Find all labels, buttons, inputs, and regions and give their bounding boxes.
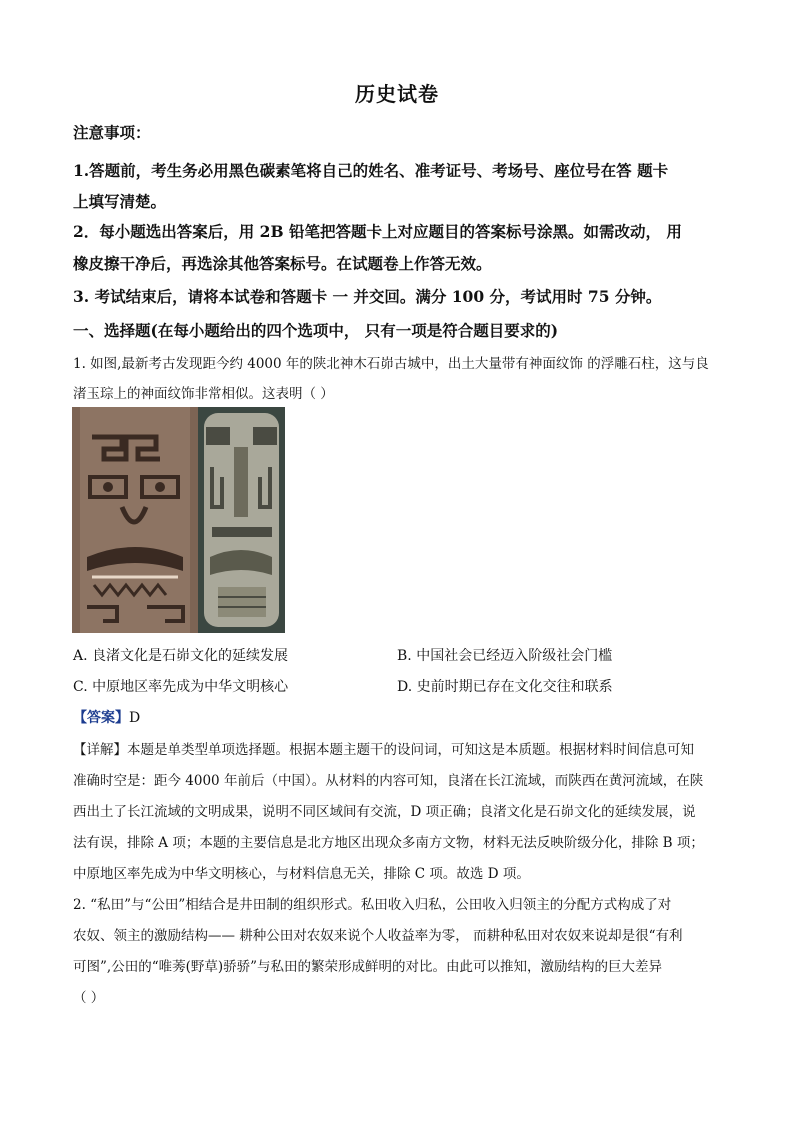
answer-value: D: [129, 710, 141, 726]
option-b: B. 中国社会已经迈入阶级社会门槛: [397, 648, 613, 664]
answer-tag: 【答案】: [73, 710, 129, 726]
answer-line: [73, 707, 140, 727]
detail-line: 法有误，排除 A 项；本题的主要信息是北方地区出现众多南方文物，材料无法反映阶级分化，排除 B 项；: [73, 835, 704, 851]
question-stem: 2. “私田”与“公田”相结合是井田制的组织形式。私田收入归私，公田收入归领主的分配方式构成了对: [73, 897, 672, 913]
option-a: A. 良渚文化是石峁文化的延续发展: [73, 648, 289, 664]
option-c: C. 中原地区率先成为中华文明核心: [73, 679, 289, 695]
notice-line: 橡皮擦干净后，再选涂其他答案标号。在试题卷上作答无效。: [73, 254, 492, 273]
question-stem: （ ）: [73, 990, 105, 1006]
section-heading: 一、选择题(在每小题给出的四个选项中， 只有一项是符合题目要求的): [73, 321, 559, 340]
detail-line: 西出土了长江流域的文明成果，说明不同区域间有交流，D 项正确；良渚文化是石峁文化的延续发展，说: [73, 804, 696, 820]
option-d: D. 史前时期已存在文化交往和联系: [397, 679, 613, 695]
shimao-stone-carving-image: [72, 407, 198, 633]
detail-line: 【详解】本题是单类型单项选择题。根据本题主题干的设问词，可知这是本质题。根据材料时间信息可知: [73, 742, 694, 758]
notice-heading: 注意事项：: [73, 123, 151, 142]
notice-line: 上填写清楚。: [73, 192, 167, 211]
question-stem: 可图”,公田的“唯莠(野草)骄骄”与私田的繁荣形成鲜明的对比。由此可以推知，激励结构的巨大差异: [73, 959, 663, 975]
liangzhu-jade-cong-image: [198, 407, 285, 633]
page-title: 历史试卷: [355, 82, 439, 106]
stone-pillar-photos: [72, 407, 285, 633]
question-stem: 1. 如图,最新考古发现距今约 4000 年的陕北神木石峁古城中，出土大量带有神面纹饰 的浮雕石柱，这与良: [73, 356, 709, 372]
detail-line: 中原地区率先成为中华文明核心，与材料信息无关，排除 C 项。故选 D 项。: [73, 866, 530, 882]
detail-line: 准确时空是：距今 4000 年前后（中国）。从材料的内容可知，良渚在长江流域，而陕西在黄河流域，在陕: [73, 773, 704, 789]
notice-line: 1.答题前，考生务必用黑色碳素笔将自己的姓名、准考证号、考场号、座位号在答 题卡: [73, 161, 669, 180]
notice-line: 3. 考试结束后，请将本试卷和答题卡 一 并交回。满分 100 分，考试用时 75 分钟。: [73, 287, 662, 306]
notice-line: 2．每小题选出答案后，用 2B 铅笔把答题卡上对应题目的答案标号涂黑。如需改动， 用: [73, 222, 682, 241]
question-stem: 渚玉琮上的神面纹饰非常相似。这表明（ ）: [73, 386, 334, 402]
question-stem: 农奴、领主的激励结构—— 耕种公田对农奴来说个人收益率为零， 而耕种私田对农奴来说却是很“有利: [73, 928, 683, 944]
